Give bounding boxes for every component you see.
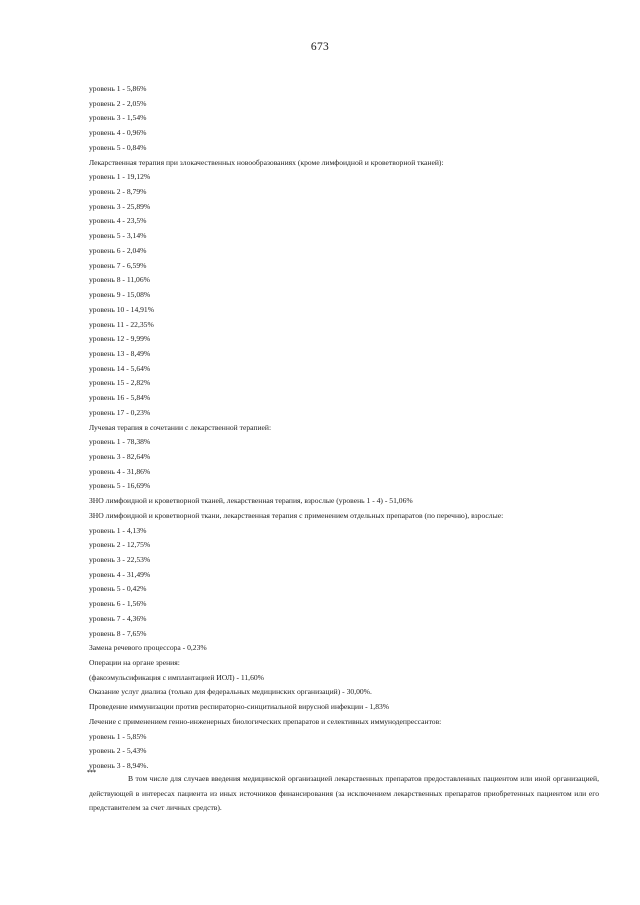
level-line: уровень 10 - 14,91% xyxy=(89,304,155,314)
level-line: уровень 5 - 0,42% xyxy=(89,584,147,594)
level-line: уровень 1 - 5,86% xyxy=(89,84,147,93)
level-line: уровень 5 - 0,84% xyxy=(89,142,147,152)
level-line: уровень 7 - 4,36% xyxy=(89,613,147,623)
level-line: уровень 4 - 31,86% xyxy=(89,466,151,476)
level-line: уровень 17 - 0,23% xyxy=(89,407,151,417)
level-line: уровень 4 - 31,49% xyxy=(89,569,151,579)
level-line: уровень 6 - 2,04% xyxy=(89,245,147,255)
level-line: уровень 3 - 25,89% xyxy=(89,201,151,211)
footnote xyxy=(89,772,599,816)
level-line: уровень 1 - 19,12% xyxy=(89,172,151,182)
level-line: уровень 16 - 5,84% xyxy=(89,393,151,403)
level-line: уровень 8 - 7,65% xyxy=(89,628,147,638)
level-line: уровень 5 - 3,14% xyxy=(89,231,147,241)
section-line: Лечение с применением генно-инженерных биологических препаратов и селективных иммунодепрессантов: xyxy=(89,716,442,726)
section-line: ЗНО лимфоидной и кроветворной тканей, лекарственная терапия, взрослые (уровень 1 - 4) - 51,06% xyxy=(89,496,413,506)
level-line: уровень 12 - 9,99% xyxy=(89,334,151,344)
level-line: уровень 8 - 11,06% xyxy=(89,275,150,285)
level-line: уровень 2 - 12,75% xyxy=(89,540,151,550)
level-line: уровень 4 - 0,96% xyxy=(89,128,147,138)
section-line: Проведение иммунизации против респираторно-синцитиальной вирусной инфекции - 1,83% xyxy=(89,702,390,712)
section-line: Замена речевого процессора - 0,23% xyxy=(89,643,207,653)
section-line: (факоэмульсификация с имплантацией ИОЛ) - 11,60% xyxy=(89,672,264,682)
footnote-marker: *** xyxy=(87,770,96,776)
section-line: Лекарственная терапия при злокачественных новообразованиях (кроме лимфоидной и кроветворной тканей): xyxy=(89,157,444,167)
level-line: уровень 3 - 8,94%. xyxy=(89,761,149,771)
footnote-text: В том числе для случаев введения медицинской организацией лекарственных препаратов предоставленных пациентом или иной организацией, действующей в интересах пациента из иных источников финансирования (за исключением лекарственных препаратов приобретенных пациентом или его представителем за счет личных средств). xyxy=(89,774,599,813)
level-line: уровень 9 - 15,08% xyxy=(89,290,151,300)
section-line: Лучевая терапия в сочетании с лекарственной терапией: xyxy=(89,422,272,432)
level-line: уровень 2 - 8,79% xyxy=(89,187,147,197)
page-number: 673 xyxy=(310,41,330,53)
level-line: уровень 14 - 5,64% xyxy=(89,363,151,373)
section-line: Оказание услуг диализа (только для федеральных медицинских организаций) - 30,00%. xyxy=(89,687,372,697)
level-line: уровень 5 - 16,69% xyxy=(89,481,151,491)
level-line: уровень 11 - 22,35% xyxy=(89,319,154,329)
level-line: уровень 2 - 2,05% xyxy=(89,98,147,108)
level-line: уровень 3 - 82,64% xyxy=(89,451,151,461)
section-line: ЗНО лимфоидной и кроветворной ткани, лекарственная терапия с применением отдельных препаратов (по перечню), взрослые: xyxy=(89,510,504,520)
level-line: уровень 1 - 78,38% xyxy=(89,437,151,447)
section-line: Операции на органе зрения: xyxy=(89,658,180,668)
level-line: уровень 13 - 8,49% xyxy=(89,348,151,358)
level-line: уровень 3 - 22,53% xyxy=(89,555,151,564)
level-line: уровень 3 - 1,54% xyxy=(89,113,147,123)
level-line: уровень 6 - 1,56% xyxy=(89,599,147,609)
level-line: уровень 4 - 23,5% xyxy=(89,216,147,226)
document-body xyxy=(89,82,599,774)
level-line: уровень 7 - 6,59% xyxy=(89,260,147,270)
level-line: уровень 15 - 2,82% xyxy=(89,378,151,388)
level-line: уровень 1 - 5,85% xyxy=(89,731,147,741)
level-line: уровень 2 - 5,43% xyxy=(89,746,147,756)
level-line: уровень 1 - 4,13% xyxy=(89,525,147,535)
